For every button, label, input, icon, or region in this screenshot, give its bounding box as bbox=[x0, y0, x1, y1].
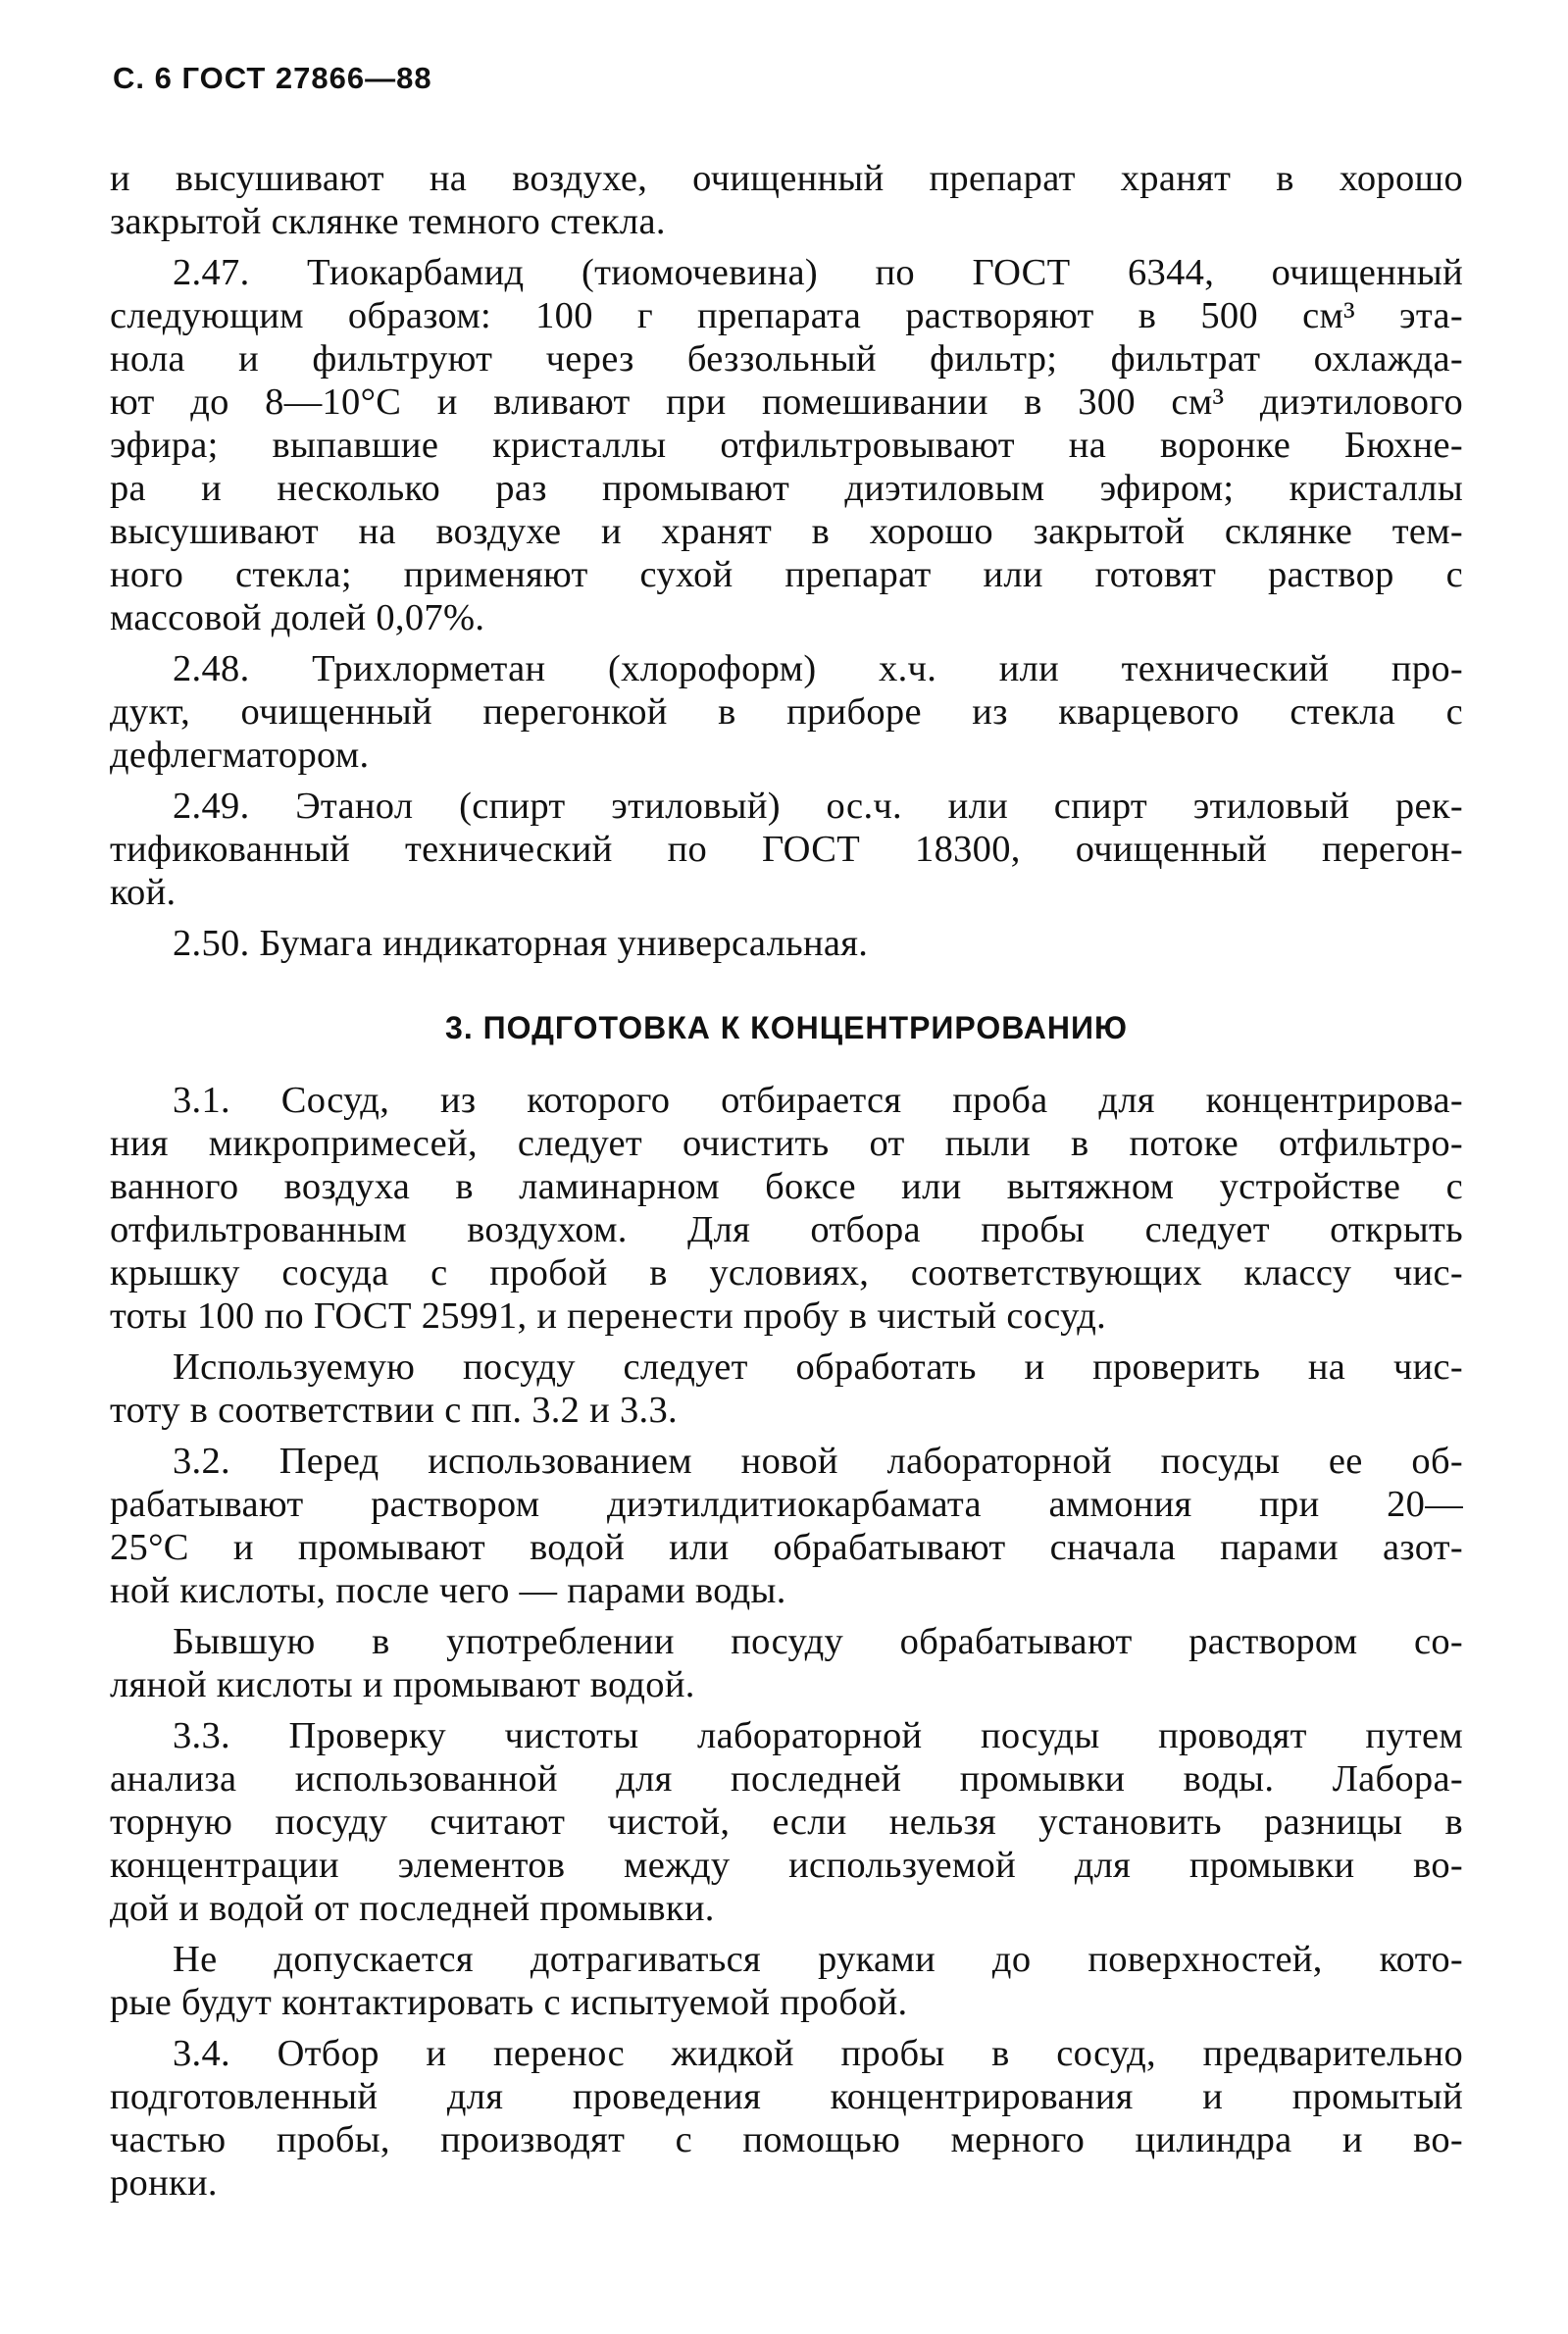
text-line: подготовленный для проведения концентрирования и промытый bbox=[110, 2076, 1463, 2117]
text-line: 3.4. Отбор и перенос жидкой пробы в сосуд, предварительно bbox=[173, 2033, 1463, 2074]
text-line: ванного воздуха в ламинарном боксе или вытяжном устройстве с bbox=[110, 1166, 1463, 1207]
text-line: дукт, очищенный перегонкой в приборе из кварцевого стекла с bbox=[110, 691, 1463, 733]
text-line: массовой долей 0,07%. bbox=[110, 597, 485, 638]
text-line: 3.1. Сосуд, из которого отбирается проба для концентрирова- bbox=[173, 1080, 1463, 1121]
paragraph-p-249 bbox=[110, 785, 1463, 914]
text-line: 2.47. Тиокарбамид (тиомочевина) по ГОСТ 6344, очищенный bbox=[173, 252, 1463, 293]
paragraph-p-31b bbox=[110, 1345, 1463, 1432]
paragraph-p-248 bbox=[110, 647, 1463, 777]
text-column bbox=[110, 157, 1463, 2205]
paragraph-p-247 bbox=[110, 251, 1463, 639]
paragraph-gap bbox=[110, 1432, 1463, 1440]
paragraph-gap bbox=[110, 243, 1463, 251]
text-line: тификованный технический по ГОСТ 18300, очищенный перегон- bbox=[110, 829, 1463, 870]
text-line: концентрации элементов между используемой для промывки во- bbox=[110, 1845, 1463, 1886]
running-header: С. 6 ГОСТ 27866—88 bbox=[113, 61, 432, 95]
text-line: ляной кислоты и промывают водой. bbox=[110, 1664, 695, 1705]
text-line: нола и фильтруют через беззольный фильтр; фильтрат охлажда- bbox=[110, 338, 1463, 380]
text-line: дефлегматором. bbox=[110, 735, 370, 776]
paragraph-gap bbox=[110, 914, 1463, 922]
text-line: тоту в соответствии с пп. 3.2 и 3.3. bbox=[110, 1390, 678, 1431]
text-line: крышку сосуда с пробой в условиях, соответствующих классу чис- bbox=[110, 1252, 1463, 1294]
text-line: отфильтрованным воздухом. Для отбора пробы следует открыть bbox=[110, 1209, 1463, 1250]
paragraph-p-34 bbox=[110, 2032, 1463, 2205]
text-line: ют до 8—10°С и вливают при помешивании в 300 см³ диэтилового bbox=[110, 381, 1463, 423]
text-line: Не допускается дотрагиваться руками до поверхностей, кото- bbox=[173, 1939, 1463, 1980]
text-line: дой и водой от последней промывки. bbox=[110, 1888, 715, 1929]
paragraph-gap bbox=[110, 777, 1463, 785]
paragraph-p-33b bbox=[110, 1938, 1463, 2024]
text-line: 2.48. Трихлорметан (хлороформ) х.ч. или технический про- bbox=[173, 648, 1463, 689]
paragraph-gap bbox=[110, 1706, 1463, 1714]
text-line: ной кислоты, после чего — парами воды. bbox=[110, 1570, 786, 1611]
text-line: анализа использованной для последней промывки воды. Лабора- bbox=[110, 1758, 1463, 1800]
text-line: эфира; выпавшие кристаллы отфильтровывают на воронке Бюхне- bbox=[110, 425, 1463, 466]
text-line: 2.49. Этанол (спирт этиловый) ос.ч. или спирт этиловый рек- bbox=[173, 786, 1463, 827]
text-line: Используемую посуду следует обработать и проверить на чис- bbox=[173, 1346, 1463, 1388]
text-line: 3.3. Проверку чистоты лабораторной посуды проводят путем bbox=[173, 1715, 1463, 1756]
paragraph-gap bbox=[110, 1338, 1463, 1345]
paragraph-p-33 bbox=[110, 1714, 1463, 1930]
paragraph-gap bbox=[110, 639, 1463, 647]
text-line: следующим образом: 100 г препарата растворяют в 500 см³ эта- bbox=[110, 295, 1463, 336]
text-line: Бывшую в употреблении посуду обрабатывают раствором со- bbox=[173, 1621, 1463, 1662]
text-line: рабатывают раствором диэтилдитиокарбамата аммония при 20— bbox=[110, 1484, 1463, 1525]
paragraph-p-32 bbox=[110, 1440, 1463, 1612]
paragraph-p-246-cont bbox=[110, 157, 1463, 243]
text-line: ра и несколько раз промывают диэтиловым эфиром; кристаллы bbox=[110, 468, 1463, 509]
paragraph-gap bbox=[110, 2024, 1463, 2032]
text-line: ния микропримесей, следует очистить от пыли в потоке отфильтро- bbox=[110, 1123, 1463, 1164]
text-line: 2.50. Бумага индикаторная универсальная. bbox=[173, 923, 869, 964]
text-line: кой. bbox=[110, 872, 177, 913]
text-line: 25°С и промывают водой или обрабатывают сначала парами азот- bbox=[110, 1527, 1463, 1568]
text-line: закрытой склянке темного стекла. bbox=[110, 201, 666, 242]
paragraphs-after-section bbox=[110, 1079, 1463, 2205]
paragraph-gap bbox=[110, 1930, 1463, 1938]
paragraph-p-32b bbox=[110, 1620, 1463, 1706]
paragraphs-before-section bbox=[110, 157, 1463, 965]
text-line: рые будут контактировать с испытуемой пробой. bbox=[110, 1982, 908, 2023]
text-line: торную посуду считают чистой, если нельзя установить разницы в bbox=[110, 1801, 1463, 1843]
section-heading: 3. ПОДГОТОВКА К КОНЦЕНТРИРОВАНИЮ bbox=[445, 1010, 1128, 1045]
text-line: 3.2. Перед использованием новой лабораторной посуды ее об- bbox=[173, 1441, 1463, 1482]
text-line: ного стекла; применяют сухой препарат или готовят раствор с bbox=[110, 554, 1463, 595]
text-line: тоты 100 по ГОСТ 25991, и перенести пробу в чистый сосуд. bbox=[110, 1295, 1107, 1337]
text-line: и высушивают на воздухе, очищенный препарат хранят в хорошо bbox=[110, 158, 1463, 199]
text-line: высушивают на воздухе и хранят в хорошо закрытой склянке тем- bbox=[110, 511, 1463, 552]
paragraph-gap bbox=[110, 1612, 1463, 1620]
paragraph-p-31 bbox=[110, 1079, 1463, 1338]
text-line: ронки. bbox=[110, 2162, 218, 2204]
paragraph-p-250 bbox=[110, 922, 1463, 965]
text-line: частью пробы, производят с помощью мерного цилиндра и во- bbox=[110, 2119, 1463, 2160]
